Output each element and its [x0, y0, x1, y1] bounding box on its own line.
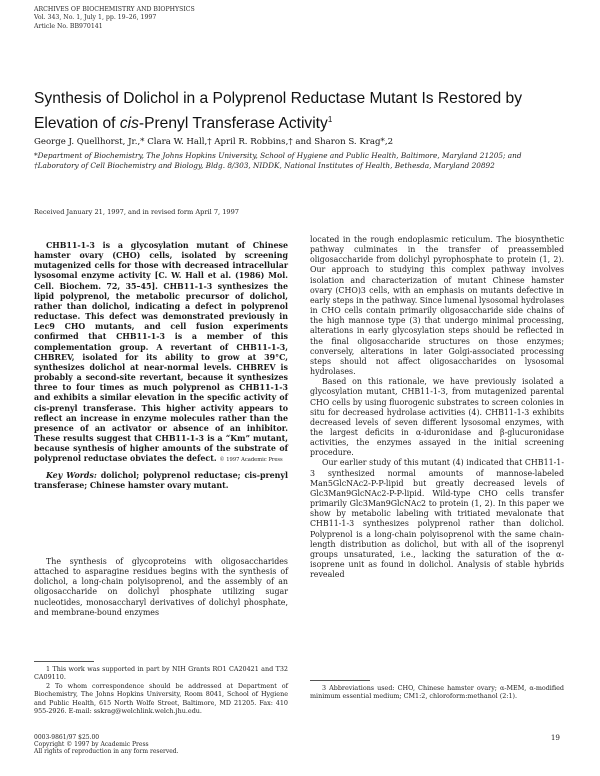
paragraph: located in the rough endoplasmic reticulum. The biosynthetic pathway culminates in the transfer of preassembled oligosaccharide from dolichyl pyrophosphate to protein (1, 2). Our approach to studying this complex pathway involves isolation and characterization of mutant Chinese hamster ovary (CHO)3 cells, with an emphasis on mutants defective in early steps in the pathway. Since lumenal lysosomal hydrolases in CHO cells contain primarily oligosaccharide side chains of the high mannose type (3) that undergo minimal processing, alterations in early glycosylation steps should be reflected in the final oligosaccharide structures on those enzymes; conversely, alterations in later Golgi-associated processing steps should not affect oligosaccharides on lysosomal hydrolases.: [310, 235, 564, 377]
title-footnote-mark: 1: [327, 115, 333, 124]
issn-price: 0003-9861/97 $25.00: [34, 734, 100, 741]
footnote-3: 3 Abbreviations used: CHO, Chinese hamster ovary; α-MEM, α-modified minimum essential medium; CM1:2, chloroform:methanol (2:1).: [310, 684, 564, 701]
copyright-line: Copyright © 1997 by Academic Press: [34, 741, 149, 749]
received-dates: Received January 21, 1997, and in revised form April 7, 1997: [34, 208, 240, 216]
keywords-label: Key Words:: [46, 471, 97, 480]
journal-volume: Vol. 343, No. 1, July 1, pp. 19–26, 1997: [34, 14, 157, 22]
keywords: [34, 471, 288, 491]
journal-name: ARCHIVES OF BIOCHEMISTRY AND BIOPHYSICS: [34, 6, 195, 13]
footnote-2: 2 To whom correspondence should be addressed at Department of Biochemistry, The Johns Hopkins University, Room 8041, School of Hygiene and Public Health, 615 North Wolfe Street, Baltimore, MD 21205. Fax: 410 955-2926. E-mail: sskrag@welchlink.welch.jhu.edu.: [34, 681, 288, 716]
footnote-divider: [310, 680, 370, 681]
page-number: 19: [550, 733, 560, 742]
footnotes-left: [34, 665, 288, 715]
publication-info: [34, 734, 179, 756]
abstract-text: CHB11-1-3 is a glycosylation mutant of Chinese hamster ovary (CHO) cells, isolated by screening mutagenized cells for those with decreased intracellular lysosomal enzyme activity [C. W. Hall et al. (1986) Mol. Cell. Biochem. 72, 35–45]. CHB11-1-3 synthesizes the lipid polyprenol, the metabolic precursor of dolichol, rather than dolichol, indicating a defect in polyprenol reductase. This defect was demonstrated previously in Lec9 CHO mutants, and cell fusion experiments confirmed that CHB11-1-3 is a member of this complementation group. A revertant of CHB11-1-3, CHBREV, isolated for its ability to grow at 39°C, synthesizes dolichol at near-normal levels. CHBREV is probably a second-site revertant, because it synthesizes three to four times as much polyprenol as CHB11-1-3 and exhibits a similar elevation in the specific activity of cis-prenyl transferase. This higher activity appears to reflect an increase in enzyme molecules rather than the presence of an activator or absence of an inhibitor. These results suggest that CHB11-1-3 is a “Km” mutant, because synthesis of higher amounts of the substrate of polyprenol reductase obviates the defect.: [34, 241, 288, 464]
copyright-mark: © 1997 Academic Press: [219, 457, 283, 464]
footnote-divider: [34, 661, 94, 662]
author-list: George J. Quellhorst, Jr.,* Clara W. Hall,† April R. Robbins,† and Sharon S. Krag*,2: [34, 137, 394, 147]
title-text-end: -Prenyl Transferase Activity: [138, 115, 328, 133]
paragraph: Our earlier study of this mutant (4) indicated that CHB11-1-3 synthesized normal amounts of mannose-labeled Man5GlcNAc2-P-P-lipid but greatly decreased levels of Glc3Man9GlcNAc2-P-P-lipid. Wild-type CHO cells transfer primarily Glc3Man9GlcNAc2 to protein (1, 2). In this paper we show by metabolic labeling with tritiated mevalonate that CHB11-1-3 synthesizes polyprenol rather than dolichol. Polyprenol is a long-chain polyisoprenol with the same chain-length distribution as dolichol, but with all of the isoprenyl groups unsaturated, i.e., lacking the saturation of the α-isoprene unit as found in dolichol. Analysis of stable hybrids revealed: [310, 458, 564, 580]
body-right-column: [310, 235, 564, 580]
footnote-1: 1 This work was supported in part by NIH Grants RO1 CA20421 and T32 CA09110.: [34, 665, 288, 682]
introduction-left: [34, 557, 288, 618]
paragraph: Based on this rationale, we have previously isolated a glycosylation mutant, CHB11-1-3, from mutagenized parental CHO cells by using fluorogenic substrates to screen colonies in situ for decreased hydrolase activities (4). CHB11-1-3 exhibits decreased levels of seven different lysosomal enzymes, with the largest deficits in α-iduronidase and β-glucuronidase activities, the enzymes assayed in the initial screening procedure.: [310, 377, 564, 458]
rights-line: All rights of reproduction in any form reserved.: [34, 748, 179, 756]
title-italic: cis: [119, 115, 139, 133]
abstract: [34, 241, 288, 465]
affiliations: *Department of Biochemistry, The Johns Hopkins University, School of Hygiene and Public Health, Baltimore, Maryland 21205; and †Laboratory of Cell Biochemistry and Biology, Bldg. 8/303, NIDDK, National Institutes of Health, Bethesda, Maryland 20892: [34, 151, 522, 170]
article-number: Article No. BB970141: [34, 22, 103, 30]
keywords-text: dolichol; polyprenol reductase; cis-prenyl transferase; Chinese hamster ovary mutant.: [34, 471, 288, 491]
journal-masthead: [34, 6, 195, 31]
article-title: [34, 88, 564, 134]
intro-paragraph: The synthesis of glycoproteins with oligosaccharides attached to asparagine residues begins with the synthesis of dolichol, a long-chain polyisoprenol, and the assembly of an oligosaccharide on dolichyl phosphate utilizing sugar nucleotides, monosaccharyl derivatives of dolichyl phosphate, and membrane-bound enzymes: [34, 557, 288, 617]
title-text: Synthesis of Dolichol in a Polyprenol Reductase Mutant Is Restored by Elevation of: [34, 90, 522, 133]
